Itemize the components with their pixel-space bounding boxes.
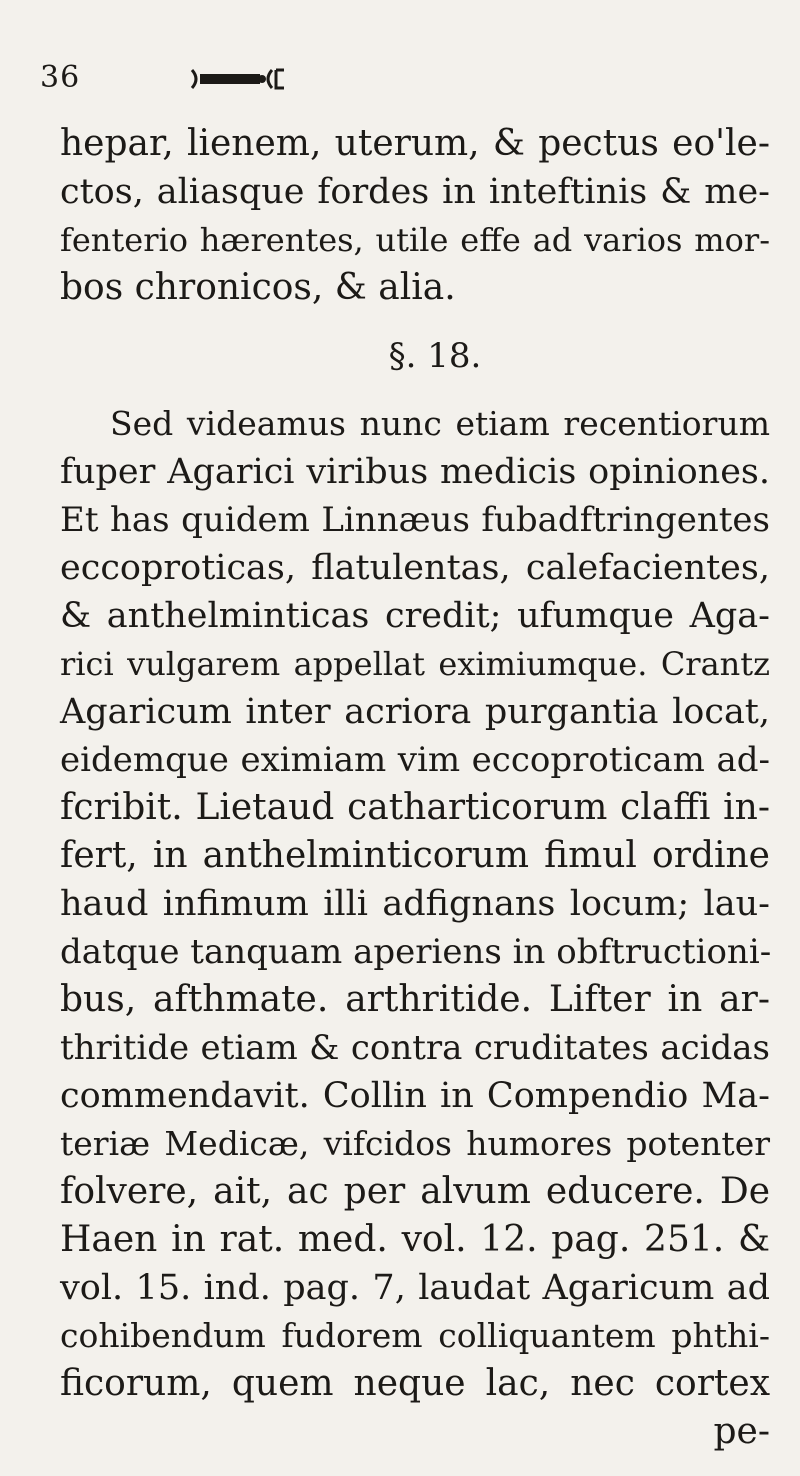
text-line: teriæ Medicæ, vifcidos humores potenter — [60, 1124, 770, 1163]
text-line: Et has quidem Linnæus fubadftringentes — [60, 500, 770, 540]
text-line: folvere, ait, ac per alvum educere. De — [60, 1171, 770, 1212]
text-line: fenterio hærentes, utile effe ad varios mor- — [60, 221, 770, 259]
text-line: Sed videamus nunc etiam recentiorum — [110, 404, 770, 443]
text-line: fcribit. Lietaud catharticorum claffi in- — [60, 787, 770, 828]
text-line: Haen in rat. med. vol. 12. pag. 251. & — [60, 1219, 770, 1260]
text-line: bus, afthmate. arthritide. Lifter in ar- — [60, 979, 770, 1020]
text-line: hepar, lienem, uterum, & pectus eo'le- — [60, 123, 770, 164]
text-line: eccoproticas, flatulentas, calefacientes, — [60, 548, 770, 588]
text-line: vol. 15. ind. pag. 7, laudat Agaricum ad — [60, 1268, 770, 1308]
text-line: cohibendum fudorem colliquantem phthi- — [60, 1316, 770, 1355]
text-line: haud infimum illi adfignans locum; lau- — [60, 884, 770, 924]
text-line: Agaricum inter acriora purgantia locat, — [60, 692, 770, 732]
page-header — [40, 60, 760, 100]
text-line: fert, in anthelminticorum fimul ordine — [60, 835, 770, 876]
main-text — [60, 120, 770, 1456]
ornamental-rule-icon — [190, 66, 290, 92]
text-line: ficorum, quem neque lac, nec cortex — [60, 1363, 770, 1404]
text-line: thritide etiam & contra cruditates acidas — [60, 1028, 770, 1068]
text-line: & anthelminticas credit; ufumque Aga- — [60, 596, 770, 636]
text-line: rici vulgarem appellat eximiumque. Crantz — [60, 645, 770, 683]
page-number: 36 — [40, 60, 81, 95]
text-line: commendavit. Collin in Compendio Ma- — [60, 1076, 770, 1116]
text-line: eidemque eximiam vim eccoproticam ad- — [60, 740, 770, 780]
text-line: fuper Agarici viribus medicis opiniones. — [60, 452, 770, 492]
text-line: datque tanquam aperiens in obftructioni- — [60, 932, 772, 972]
catchword: pe- — [713, 1411, 770, 1452]
section-heading: §. 18. — [388, 336, 482, 376]
text-line: ctos, aliasque fordes in inteftinis & me- — [60, 172, 770, 212]
text-line: bos chronicos, & alia. — [60, 267, 456, 308]
